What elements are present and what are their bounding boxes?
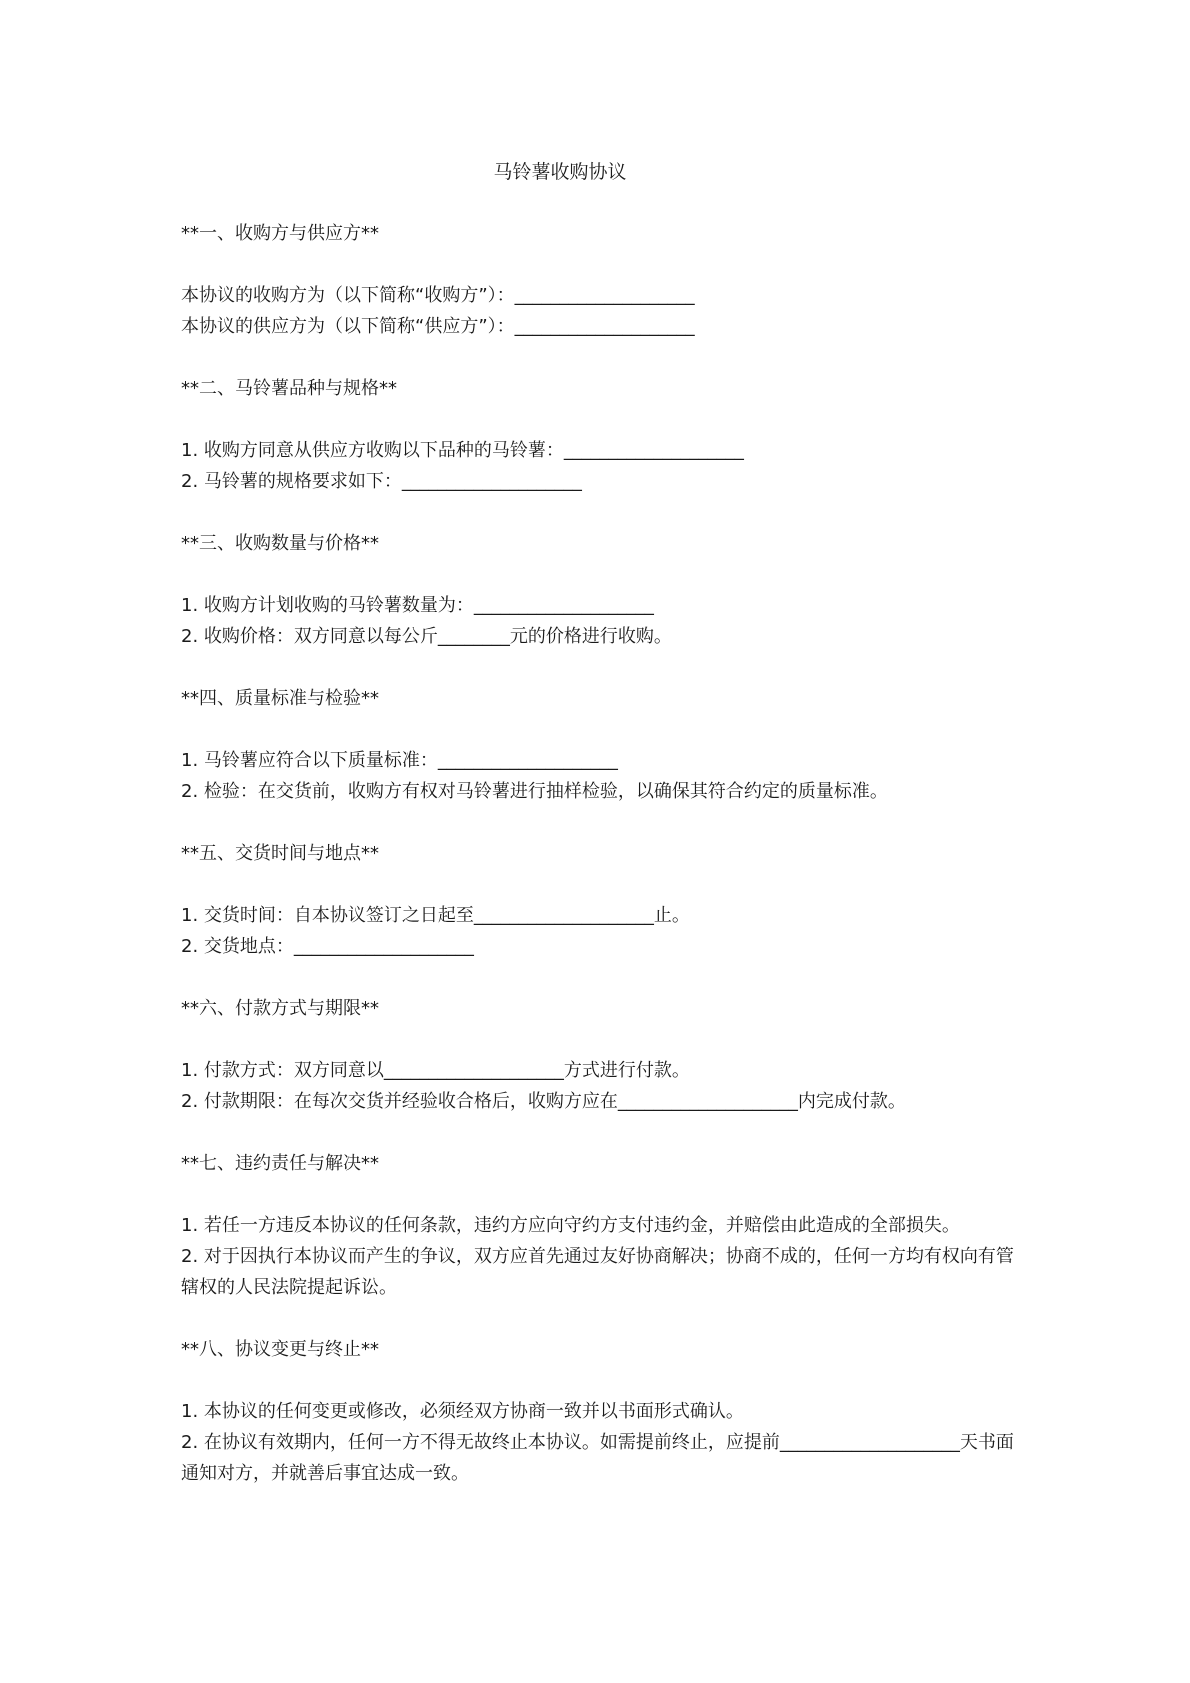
clause-line: 1. 若任一方违反本协议的任何条款，违约方应向守约方支付违约金，并赔偿由此造成的全部损失。 (181, 1215, 960, 1236)
clause-line: 本协议的供应方为（以下简称“供应方”）：____________________ (181, 316, 695, 337)
section-delivery (181, 839, 1016, 962)
section-quality (181, 684, 1016, 807)
clause-line: 1. 付款方式：双方同意以____________________方式进行付款。 (181, 1060, 690, 1081)
clause-line: 1. 收购方同意从供应方收购以下品种的马铃薯：____________________ (181, 440, 744, 461)
document-body (181, 219, 1016, 1521)
clause-line: 2. 检验：在交货前，收购方有权对马铃薯进行抽样检验，以确保其符合约定的质量标准。 (181, 781, 888, 802)
section-heading: **五、交货时间与地点** (181, 843, 379, 864)
clause-line: 2. 对于因执行本协议而产生的争议，双方应首先通过友好协商解决；协商不成的，任何一方均有权向有管辖权的人民法院提起诉讼。 (181, 1246, 1014, 1298)
section-quantity-price (181, 529, 1016, 652)
clause-line: 1. 交货时间：自本协议签订之日起至____________________止。 (181, 905, 690, 926)
section-heading: **二、马铃薯品种与规格** (181, 378, 397, 399)
section-heading: **七、违约责任与解决** (181, 1153, 379, 1174)
clause-line: 1. 马铃薯应符合以下质量标准：____________________ (181, 750, 618, 771)
clause-line: 2. 马铃薯的规格要求如下：____________________ (181, 471, 582, 492)
document-title: 马铃薯收购协议 (493, 161, 627, 183)
section-payment (181, 994, 1016, 1117)
clause-line: 2. 付款期限：在每次交货并经验收合格后，收购方应在____________________内完成付款。 (181, 1091, 906, 1112)
clause-line: 1. 收购方计划收购的马铃薯数量为：____________________ (181, 595, 654, 616)
section-parties (181, 219, 1016, 342)
section-variety (181, 374, 1016, 497)
clause-line: 2. 收购价格：双方同意以每公斤________元的价格进行收购。 (181, 626, 672, 647)
clause-line: 本协议的收购方为（以下简称“收购方”）：____________________ (181, 285, 695, 306)
section-heading: **三、收购数量与价格** (181, 533, 379, 554)
section-heading: **四、质量标准与检验** (181, 688, 379, 709)
clause-line: 2. 在协议有效期内，任何一方不得无故终止本协议。如需提前终止，应提前____________________天书面通知对方，并就善后事宜达成一致。 (181, 1432, 1014, 1484)
section-breach (181, 1149, 1016, 1303)
section-heading: **六、付款方式与期限** (181, 998, 379, 1019)
clause-line: 2. 交货地点：____________________ (181, 936, 474, 957)
clause-line: 1. 本协议的任何变更或修改，必须经双方协商一致并以书面形式确认。 (181, 1401, 744, 1422)
section-heading: **一、收购方与供应方** (181, 223, 379, 244)
section-change-termination (181, 1335, 1016, 1489)
section-heading: **八、协议变更与终止** (181, 1339, 379, 1360)
